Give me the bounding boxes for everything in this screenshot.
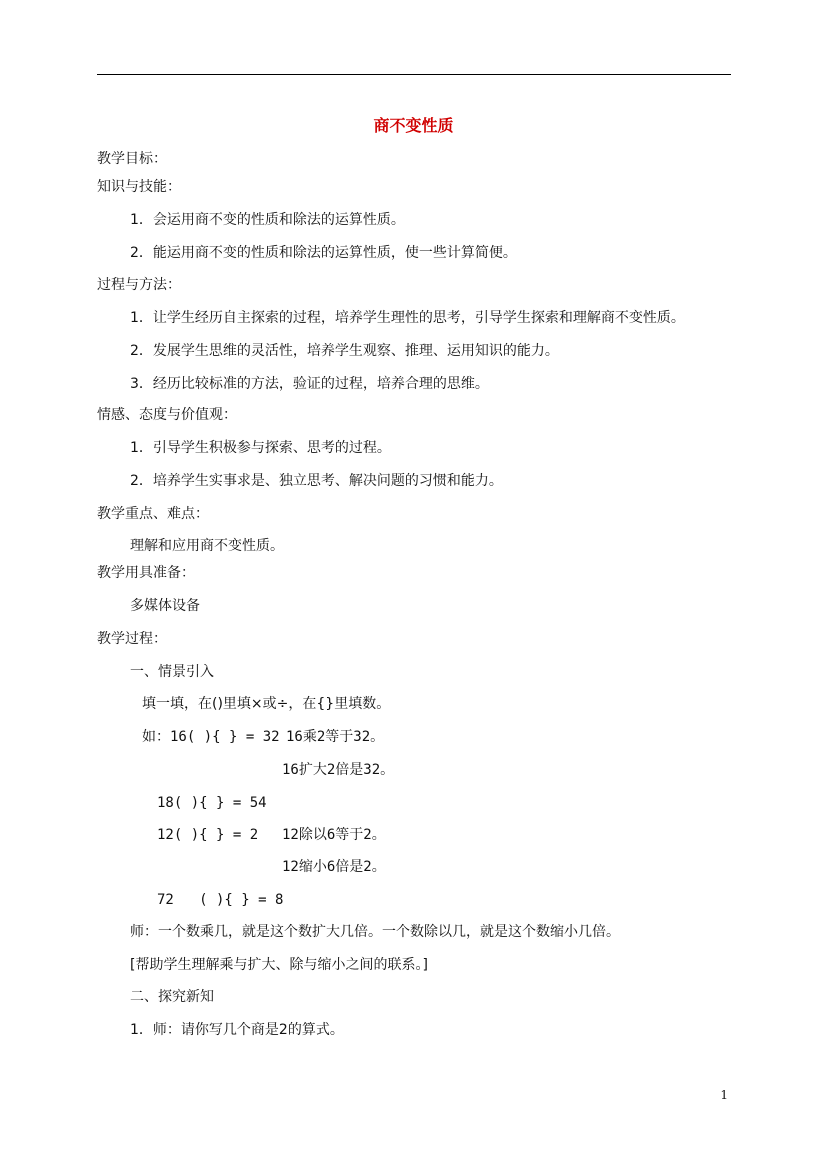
goal-item: 1．引导学生积极参与探索、思考的过程。 (130, 440, 391, 456)
equation-explanation: 12除以6等于2。 (282, 827, 386, 843)
teacher-prompt: 1．师：请你写几个商是2的算式。 (130, 1022, 344, 1038)
heading-knowledge-skills: 知识与技能： (97, 179, 181, 195)
goal-item: 1．会运用商不变的性质和除法的运算性质。 (130, 212, 405, 228)
goal-item: 2．发展学生思维的灵活性，培养学生观察、推理、运用知识的能力。 (130, 343, 559, 359)
heading-materials: 教学用具准备： (97, 565, 195, 581)
heading-teaching-process: 教学过程： (97, 631, 167, 647)
goal-item: 2．培养学生实事求是、独立思考、解决问题的习惯和能力。 (130, 473, 503, 489)
header-rule (97, 74, 731, 75)
equation-line: 18( ){ } = 54 (157, 795, 267, 811)
teacher-remark: 师：一个数乘几，就是这个数扩大几倍。一个数除以几，就是这个数缩小几倍。 (130, 924, 620, 940)
section-heading: 一、情景引入 (130, 664, 214, 680)
equation-explanation: 12缩小6倍是2。 (282, 859, 386, 875)
heading-process-method: 过程与方法： (97, 277, 181, 293)
equation-explanation: 16乘2等于32。 (286, 729, 385, 745)
document-title: 商不变性质 (373, 116, 454, 135)
key-points-text: 理解和应用商不变性质。 (130, 538, 284, 554)
heading-key-points: 教学重点、难点： (97, 506, 209, 522)
equation-explanation: 16扩大2倍是32。 (282, 762, 395, 778)
heading-emotion-attitude: 情感、态度与价值观： (97, 407, 237, 423)
page-number: 1 (720, 1088, 728, 1102)
section-heading: 二、探究新知 (130, 989, 214, 1005)
goal-item: 1．让学生经历自主探索的过程，培养学生理性的思考，引导学生探索和理解商不变性质。 (130, 310, 685, 326)
goal-item: 2．能运用商不变的性质和除法的运算性质，使一些计算简便。 (130, 245, 517, 261)
teaching-note: [帮助学生理解乘与扩大、除与缩小之间的联系。] (130, 957, 428, 973)
heading-teaching-goals: 教学目标： (97, 151, 167, 167)
materials-text: 多媒体设备 (130, 598, 200, 614)
exercise-instruction: 填一填，在()里填×或÷，在{}里填数。 (142, 696, 391, 712)
goal-item: 3．经历比较标准的方法，验证的过程，培养合理的思维。 (130, 376, 489, 392)
equation-line: 如：16( ){ } = 32 (142, 729, 280, 745)
equation-line: 12( ){ } = 2 (157, 827, 259, 843)
equation-line: 72 ( ){ } = 8 (157, 892, 284, 908)
